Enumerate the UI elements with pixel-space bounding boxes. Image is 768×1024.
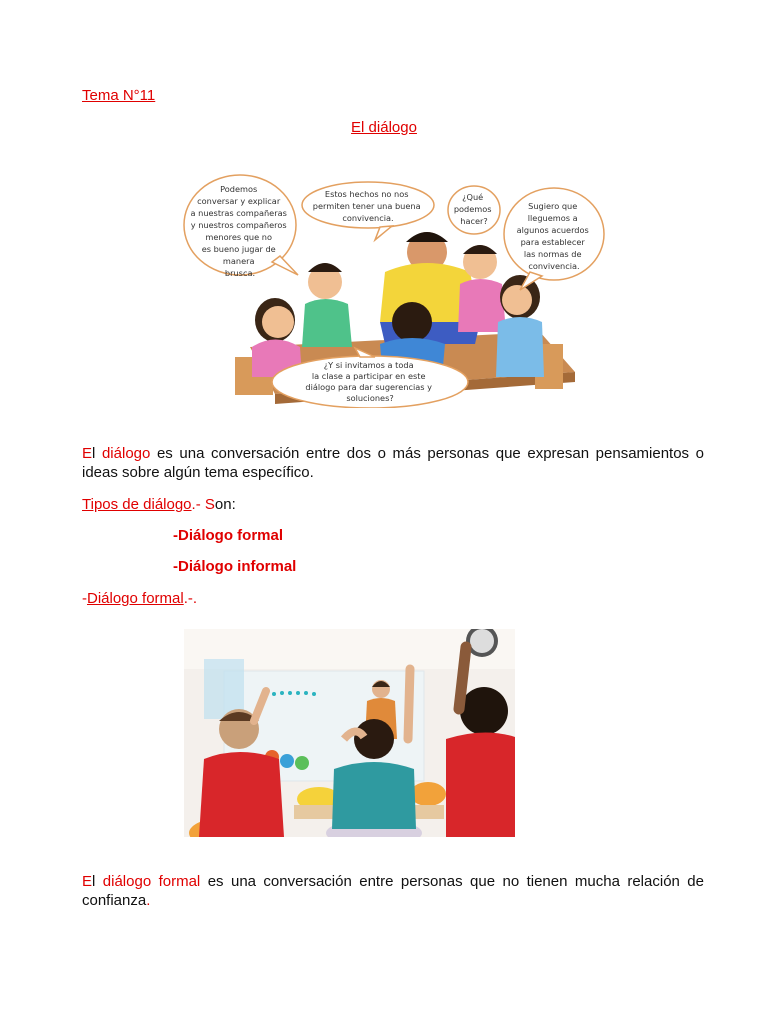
bubble3-line: hacer? [460, 216, 488, 226]
document-title [0, 118, 768, 137]
formal-def-e: E [82, 873, 93, 890]
definition-term: diálogo [101, 445, 151, 462]
bubble2-line: permiten tener una buena [312, 201, 421, 211]
child-red-shirt [199, 752, 284, 837]
bubble3-line: ¿Qué [462, 192, 484, 202]
formal-heading [82, 589, 197, 608]
bubble4-line: convivencia. [528, 261, 580, 271]
formal-dash: - [82, 590, 87, 607]
bubble4-line: algunos acuerdos [516, 225, 589, 235]
bubble1-line: manera [222, 256, 255, 266]
bubble1-line: Podemos [220, 184, 258, 194]
types-on: on: [214, 496, 236, 513]
bubble5-line: ¿Y si invitamos a toda [323, 360, 414, 370]
definition-e: E [82, 445, 93, 462]
classroom-photo [184, 629, 515, 837]
bubble5-line: la clase a participar en este [311, 371, 426, 381]
topic-number: Tema N°11 [82, 87, 156, 104]
definition-text: es una conversación entre dos o más personas que expresan pensamientos o ideas sobre algún tema específico. [82, 445, 704, 481]
bubble1-line: y nuestros compañeros [190, 220, 287, 230]
dialogue-definition [82, 444, 704, 482]
bubble4-line: Sugiero que [528, 201, 578, 211]
formal-definition [82, 872, 704, 910]
bubble5-line: diálogo para dar sugerencias y [305, 382, 432, 392]
bubble5-line: soluciones? [346, 393, 394, 403]
child-teal-shirt [332, 762, 416, 829]
types-label: Tipos de diálogo [82, 496, 192, 513]
speech-bubble-3 [448, 186, 500, 234]
child-red-right [446, 732, 515, 837]
definition-l: l [92, 445, 96, 462]
bubble4-line: lleguemos a [527, 213, 578, 223]
types-heading [82, 495, 236, 514]
formal-def-text: es una conversación entre personas que no tienen mucha relación de confianza [82, 873, 704, 909]
types-s: S [204, 496, 215, 513]
formal-label: Diálogo formal [87, 590, 184, 607]
document-title-text: El diálogo [351, 119, 417, 136]
bubble2-line: Estos hechos no nos [324, 189, 409, 199]
formal-def-l: l [92, 873, 103, 890]
bubble1-line: conversar y explicar [197, 196, 281, 206]
child-green-shirt [302, 299, 352, 347]
bubble1-line: es bueno jugar de [201, 244, 276, 254]
bubble4-line: las normas de [523, 249, 582, 259]
children-dialogue-illustration [180, 172, 605, 408]
bubble2-line: convivencia. [342, 213, 394, 223]
bubble3-line: podemos [453, 204, 492, 214]
types-separator: .- [191, 496, 205, 513]
bubble1-line: a nuestras compañeras [190, 208, 287, 218]
bubble1-line: brusca. [224, 268, 256, 278]
bubble1-line: menores que no [205, 232, 272, 242]
formal-def-end: . [146, 892, 151, 909]
child-girl-blue [496, 317, 544, 377]
type-item-formal: -Diálogo formal [173, 527, 284, 544]
formal-def-term: diálogo formal [102, 873, 201, 890]
type-item-informal: -Diálogo informal [173, 558, 297, 575]
bubble4-line: para establecer [520, 237, 585, 247]
formal-suffix: .-. [183, 590, 198, 607]
